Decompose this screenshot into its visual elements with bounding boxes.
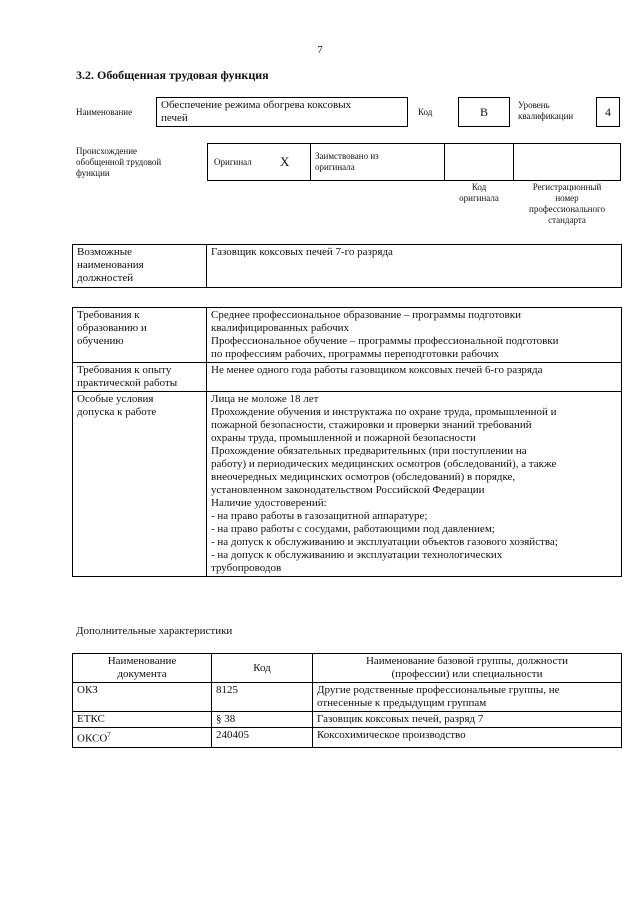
requirement-row-education: [73, 308, 622, 363]
code-caption: [444, 182, 514, 204]
experience-value: [207, 363, 622, 392]
requirements-table: [72, 307, 622, 577]
experience-line-1: Не менее одного года работы газовщиком коксовых печей 6-го разряда: [211, 364, 543, 376]
origin-label-line-1: Происхождение: [76, 146, 138, 156]
additional-row-etks: [73, 712, 622, 728]
admission-line-12: - на допуск к обслуживанию и эксплуатации объектов газового хозяйства;: [211, 536, 558, 548]
additional-table: [72, 653, 622, 748]
origin-label-line-3: функции: [76, 168, 110, 178]
reg-caption-line-4: стандарта: [548, 215, 586, 225]
positions-label-line-3: должностей: [77, 272, 134, 284]
okz-doc: ОКЗ: [73, 683, 212, 712]
header-doc: [73, 654, 212, 683]
education-line-4: по профессиям рабочих, программы переподготовки рабочих: [211, 348, 500, 360]
level-value: 4: [596, 97, 620, 127]
education-line-1: Среднее профессиональное образование – программы подготовки: [211, 309, 521, 321]
positions-table: [72, 244, 622, 288]
page-number: 7: [317, 44, 323, 56]
borrowed-cell: [310, 143, 445, 181]
requirement-row-admission: [73, 392, 622, 577]
admission-line-1: Лица не моложе 18 лет: [211, 393, 319, 405]
admission-label-line-1: Особые условия: [77, 393, 154, 405]
original-label: Оригинал: [214, 157, 252, 167]
header-code: Код: [212, 654, 313, 683]
education-label-line-3: обучению: [77, 335, 124, 347]
positions-label-line-1: Возможные: [77, 246, 132, 258]
etks-name: Газовщик коксовых печей, разряд 7: [313, 712, 622, 728]
okso-code: 240405: [212, 728, 313, 748]
admission-label: [73, 392, 207, 577]
education-label: [73, 308, 207, 363]
okso-footnote: 7: [107, 731, 111, 739]
name-label: Наименование: [76, 107, 133, 117]
reg-caption: [513, 182, 621, 226]
header-group-line-1: Наименование базовой группы, должности: [365, 655, 569, 667]
reg-number-cell: [513, 143, 621, 181]
admission-line-8: установленном законодательством Российской Федерации: [211, 484, 485, 496]
education-label-line-1: Требования к: [77, 309, 140, 321]
reg-caption-line-2: номер: [555, 193, 579, 203]
admission-line-5: Прохождение обязательных предварительных (при поступлении на: [211, 445, 527, 457]
okso-doc-cell: [73, 728, 212, 748]
etks-doc: ЕТКС: [73, 712, 212, 728]
function-name-line-1: Обеспечение режима обогрева коксовых: [161, 99, 352, 111]
reg-caption-line-3: профессионального: [529, 204, 605, 214]
okso-name: Коксохимическое производство: [313, 728, 622, 748]
level-label-line-2: квалификации: [518, 111, 574, 121]
code-caption-line-2: оригинала: [459, 193, 499, 203]
positions-label: [73, 245, 207, 288]
admission-line-14: трубопроводов: [211, 562, 282, 574]
admission-value: [207, 392, 622, 577]
origin-label-line-2: обобщенной трудовой: [76, 157, 162, 167]
education-line-2: квалифицированных рабочих: [211, 322, 349, 334]
section-title: 3.2. Обобщенная трудовая функция: [76, 68, 269, 82]
admission-line-3: пожарной безопасности, стажировки и проверки знаний требований: [211, 419, 532, 431]
code-label: Код: [418, 107, 433, 117]
admission-line-11: - на право работы с сосудами, работающими под давлением;: [211, 523, 495, 535]
origin-label: [76, 146, 161, 179]
header-doc-line-1: Наименование: [107, 655, 177, 667]
borrowed-label-line-1: Заимствовано из: [315, 151, 379, 161]
education-value: [207, 308, 622, 363]
code-value: B: [458, 97, 510, 127]
function-name-box: [156, 97, 408, 127]
admission-label-line-2: допуска к работе: [77, 406, 157, 418]
additional-row-okso: [73, 728, 622, 748]
original-code-cell: [444, 143, 514, 181]
okz-code: 8125: [212, 683, 313, 712]
education-label-line-2: образованию и: [77, 322, 147, 334]
reg-caption-line-1: Регистрационный: [532, 182, 602, 192]
header-group: [313, 654, 622, 683]
code-caption-line-1: Код: [471, 182, 487, 192]
okz-name-line-1: Другие родственные профессиональные группы, не: [317, 684, 560, 696]
admission-line-2: Прохождение обучения и инструктажа по охране труда, промышленной и: [211, 406, 557, 418]
borrowed-label-line-2: оригинала: [315, 162, 355, 172]
additional-title: Дополнительные характеристики: [76, 625, 233, 637]
level-label: [518, 100, 573, 122]
admission-line-13: - на допуск к обслуживанию и эксплуатации технологических: [211, 549, 503, 561]
positions-label-line-2: наименования: [77, 259, 144, 271]
okz-name-line-2: отнесенные к предыдущим группам: [317, 697, 487, 709]
admission-line-9: Наличие удостоверений:: [211, 497, 327, 509]
function-name-line-2: печей: [161, 112, 188, 124]
header-doc-line-2: документа: [117, 668, 167, 680]
original-cell: [207, 143, 311, 181]
header-group-line-2: (профессии) или специальности: [391, 668, 543, 680]
positions-row: [73, 245, 622, 288]
admission-line-10: - на право работы в газозащитной аппаратуре;: [211, 510, 428, 522]
admission-line-6: работу) и периодических медицинских осмотров (обследований), а также: [211, 458, 557, 470]
additional-row-okz: [73, 683, 622, 712]
okso-doc: ОКСО: [77, 732, 108, 745]
experience-label-line-1: Требования к опыту: [77, 364, 172, 376]
positions-value: Газовщик коксовых печей 7-го разряда: [207, 245, 622, 288]
requirement-row-experience: [73, 363, 622, 392]
admission-line-7: внеочередных медицинских осмотров (обследований) в порядке,: [211, 471, 516, 483]
education-line-3: Профессиональное обучение – программы профессиональной подготовки: [211, 335, 559, 347]
okz-name: [313, 683, 622, 712]
experience-label-line-2: практической работы: [77, 377, 178, 389]
level-label-line-1: Уровень: [518, 100, 550, 110]
etks-code: § 38: [212, 712, 313, 728]
original-mark: X: [280, 154, 290, 169]
additional-header-row: [73, 654, 622, 683]
admission-line-4: охраны труда, промышленной и пожарной безопасности: [211, 432, 476, 444]
experience-label: [73, 363, 207, 392]
